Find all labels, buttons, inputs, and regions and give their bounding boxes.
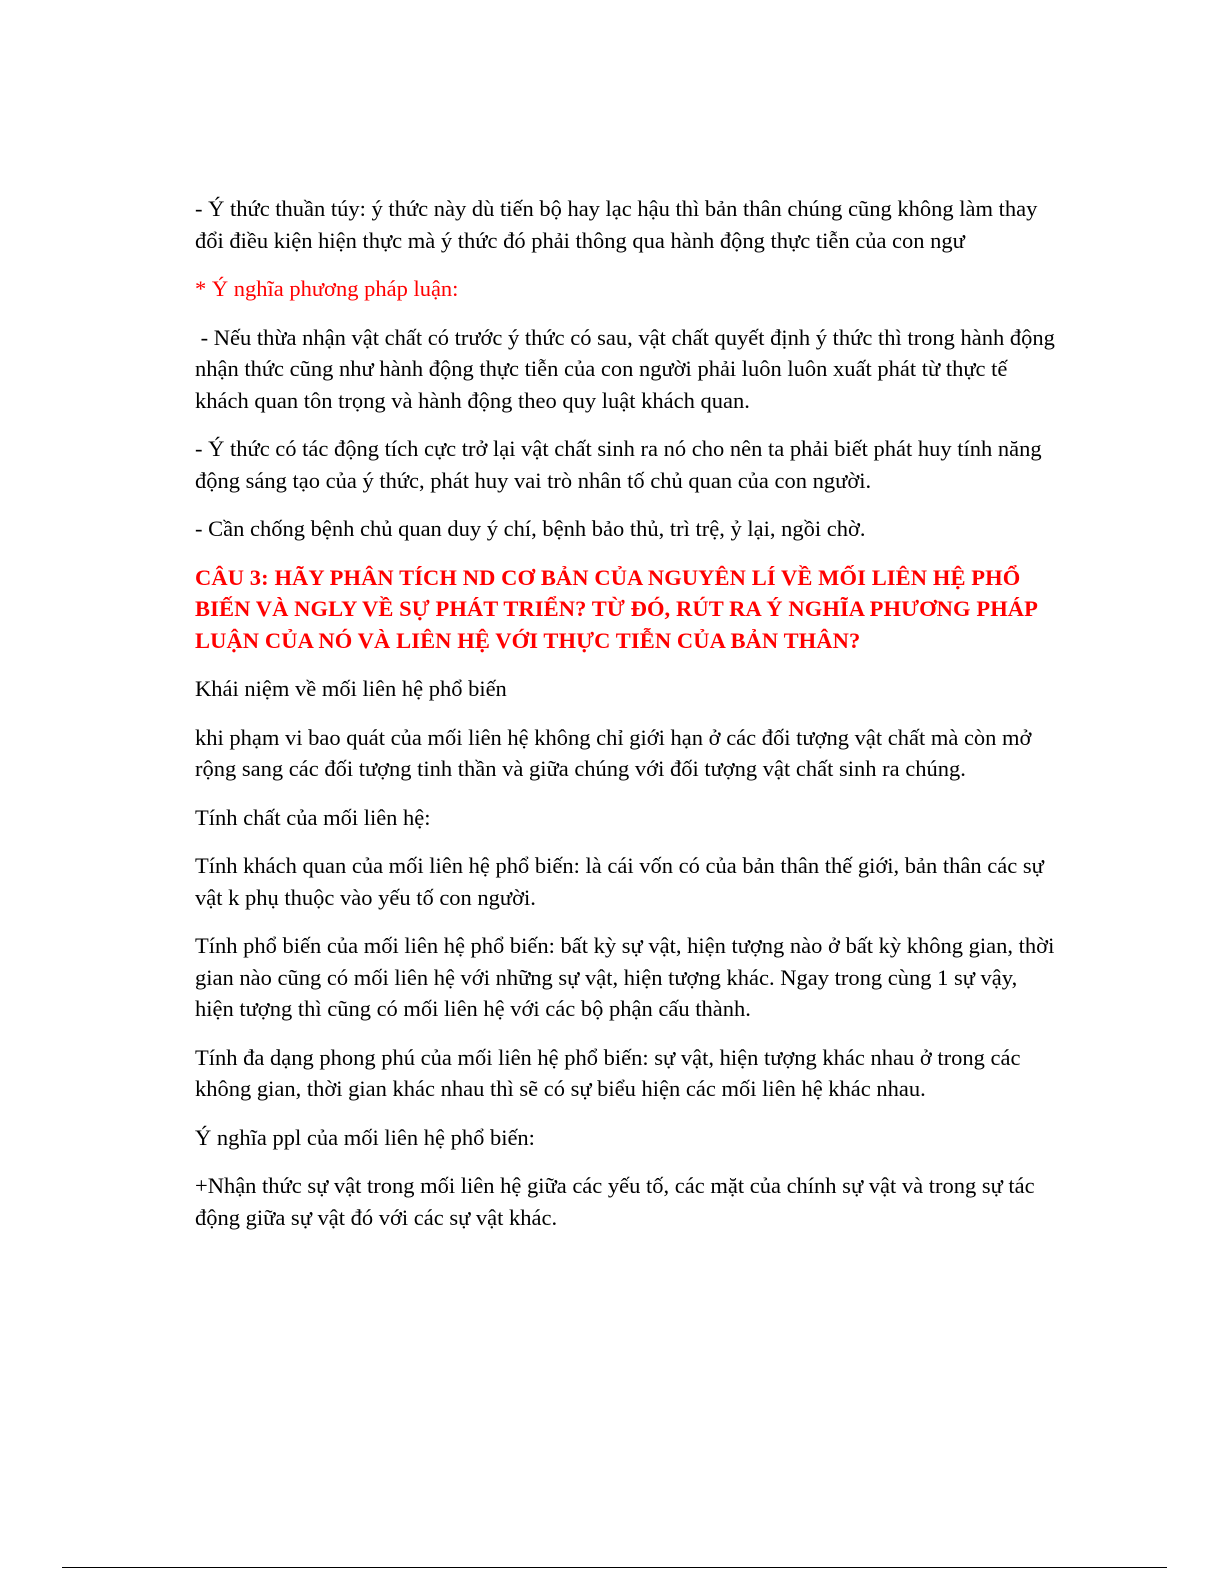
paragraph-universality: Tính phổ biến của mối liên hệ phổ biến: bất kỳ sự vật, hiện tượng nào ở bất kỳ không gian, thời gian nào cũng có mối liên hệ với những sự vật, hiện tượng khác. Ngay trong cùng 1 sự vậy, hiện tượng thì cũng có mối liên hệ với các bộ phận cấu thành. [195,933,1055,1021]
paragraph-ppl-meaning: Ý nghĩa ppl của mối liên hệ phổ biến: [195,1124,535,1150]
paragraph-concept-universal-link: Khái niệm về mối liên hệ phổ biến [195,676,507,701]
paragraph-perception: +Nhận thức sự vật trong mối liên hệ giữa các yếu tố, các mặt của chính sự vật và trong sự tác động giữa sự vật đó với các sự vật khác. [195,1173,1035,1230]
paragraph-consciousness-impact: - Ý thức có tác động tích cực trở lại vật chất sinh ra nó cho nên ta phải biết phát huy tính năng động sáng tạo của ý thức, phát huy vai trò nhân tố chủ quan của con người. [195,436,1042,493]
footer-divider [62,1567,1167,1568]
paragraph-properties-of-link: Tính chất của mối liên hệ: [195,804,431,830]
question-3-heading: CÂU 3: HÃY PHÂN TÍCH ND CƠ BẢN CỦA NGUYÊN LÍ VỀ MỐI LIÊN HỆ PHỔ BIẾN VÀ NGLY VỀ SỰ PHÁT TRIỂN? TỪ ĐÓ, RÚT RA Ý NGHĨA PHƯƠNG PHÁP LUẬN CỦA NÓ VÀ LIÊN HỆ VỚI THỰC TIỄN CỦA BẢN THÂN? [195,564,1037,653]
paragraph-avoid-subjectivism: - Cần chống bệnh chủ quan duy ý chí, bệnh bảo thủ, trì trệ, ỷ lại, ngồi chờ. [195,516,866,541]
paragraph-matter-first: - Nếu thừa nhận vật chất có trước ý thức có sau, vật chất quyết định ý thức thì trong hành động nhận thức cũng như hành động thực tiễn của con người phải luôn luôn xuất phát từ thực tế khách quan tôn trọng và hành động theo quy luật khách quan. [195,324,1061,413]
paragraph-pure-consciousness: - Ý thức thuần túy: ý thức này dù tiến bộ hay lạc hậu thì bản thân chúng cũng không làm thay đổi điều kiện hiện thực mà ý thức đó phải thông qua hành động thực tiễn của con ngư [195,196,1038,253]
subheading-methodology: * Ý nghĩa phương pháp luận: [195,276,459,301]
paragraph-scope-of-link: khi phạm vi bao quát của mối liên hệ không chỉ giới hạn ở các đối tượng vật chất mà còn mở rộng sang các đối tượng tinh thần và giữa chúng với đối tượng vật chất sinh ra chúng. [195,724,1032,781]
paragraph-diversity: Tính đa dạng phong phú của mối liên hệ phổ biến: sự vật, hiện tượng khác nhau ở trong các không gian, thời gian khác nhau thì sẽ có sự biểu hiện các mối liên hệ khác nhau. [195,1044,1021,1101]
document-body [195,193,1061,1250]
paragraph-objectivity: Tính khách quan của mối liên hệ phổ biến: là cái vốn có của bản thân thế giới, bản thân các sự vật k phụ thuộc vào yếu tố con người. [195,853,1044,910]
